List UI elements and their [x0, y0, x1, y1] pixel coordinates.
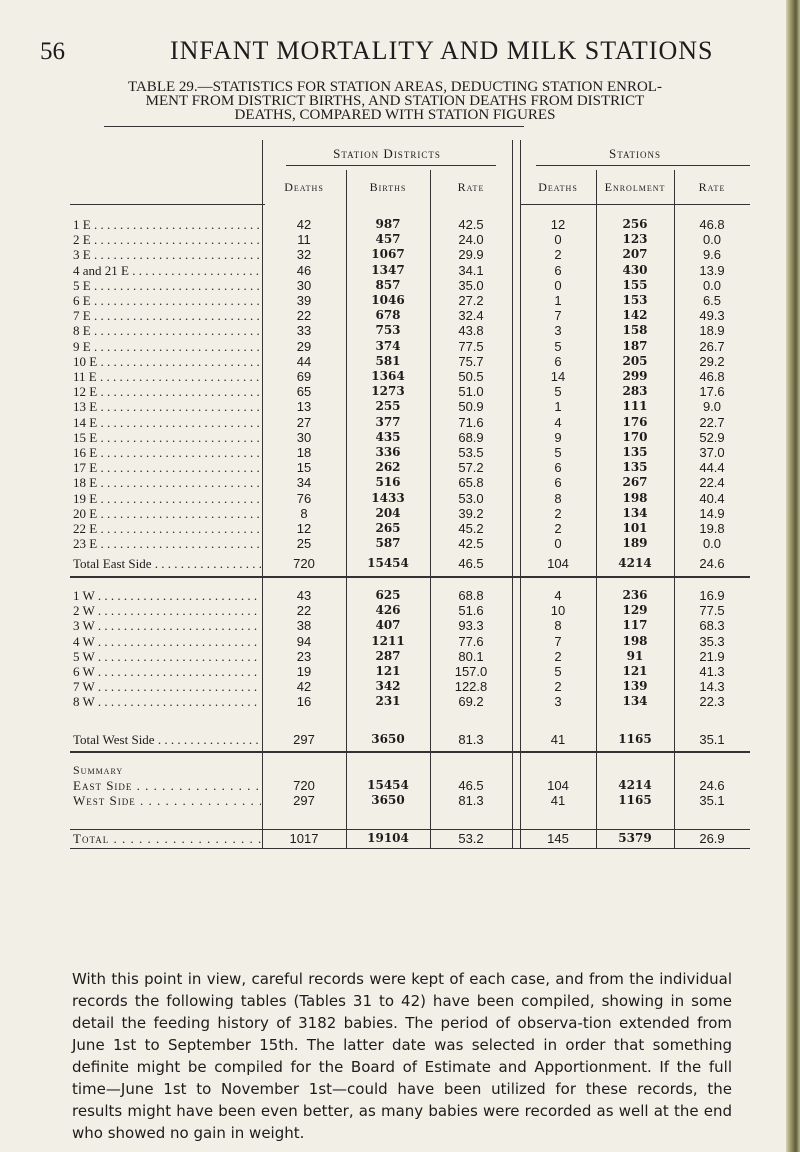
cell-district-births: 336 — [375, 445, 401, 459]
cell-station-enrolment: 153 — [622, 293, 648, 307]
cell-district-births: 287 — [375, 648, 401, 663]
cell-district-deaths: 23 — [296, 648, 312, 664]
cell-district-rate: 50.5 — [458, 369, 484, 384]
cell-station-deaths: 4 — [554, 588, 562, 603]
cell-station-rate: 29.2 — [699, 353, 725, 369]
cell-district-rate: 68.9 — [458, 429, 484, 445]
cell-station-rate: 16.9 — [699, 588, 725, 603]
cell-station-rate: 14.9 — [699, 505, 725, 521]
rule-before-total — [70, 829, 750, 830]
east-row-label: 7 E . . . — [73, 308, 261, 323]
cell-station-enrolment: 430 — [622, 262, 648, 277]
cell-station-deaths: 2 — [554, 679, 562, 695]
page-number: 56 — [40, 38, 65, 65]
cell-station-deaths: 41 — [550, 793, 566, 809]
cell-district-rate: 53.2 — [458, 831, 484, 846]
cell-station-rate: 13.9 — [699, 262, 725, 278]
cell-station-rate: 22.4 — [699, 475, 725, 491]
west-row-label: 4 W . . . — [73, 634, 261, 649]
cell-station-deaths: 6 — [554, 262, 562, 278]
cell-district-deaths: 297 — [293, 732, 315, 747]
cell-district-rate: 65.8 — [458, 475, 484, 491]
cell-station-enrolment: 111 — [622, 399, 648, 414]
cell-district-rate: 53.5 — [458, 445, 484, 460]
cell-district-births: 678 — [375, 308, 401, 323]
cell-station-enrolment: 135 — [622, 445, 648, 459]
cell-district-births: 435 — [375, 429, 401, 444]
caption-line-2: MENT FROM DISTRICT BIRTHS, AND STATION DEATHS FROM DISTRICT — [145, 93, 645, 109]
cell-station-enrolment: 123 — [622, 232, 648, 247]
cell-station-rate: 68.3 — [699, 618, 725, 634]
cell-district-deaths: 42 — [296, 679, 312, 695]
col-header-station-deaths: Deaths — [538, 180, 578, 194]
cell-station-deaths: 0 — [554, 277, 562, 293]
cell-district-rate: 43.8 — [458, 323, 484, 339]
cell-district-deaths: 25 — [296, 536, 312, 552]
cell-station-rate: 35.3 — [699, 633, 725, 649]
cell-station-deaths: 2 — [554, 521, 562, 536]
cell-district-deaths: 30 — [296, 429, 312, 445]
cell-station-deaths: 12 — [550, 217, 566, 232]
cell-station-enrolment: 129 — [622, 603, 648, 618]
cell-district-rate: 29.9 — [458, 247, 484, 263]
cell-station-enrolment: 267 — [622, 475, 648, 490]
east-row-label: 11 E . . . — [73, 369, 261, 384]
running-head: INFANT MORTALITY AND MILK STATIONS — [170, 36, 714, 65]
cell-station-rate: 26.9 — [699, 831, 725, 846]
cell-district-deaths: 11 — [297, 232, 311, 248]
cell-district-births: 516 — [375, 475, 401, 490]
cell-district-deaths: 15 — [296, 460, 312, 476]
cell-station-enrolment: 134 — [622, 694, 648, 709]
cell-station-deaths: 3 — [554, 323, 562, 339]
grand-total-row-label: Total . . . — [73, 831, 261, 846]
east-row-label: 14 E . . . — [73, 415, 261, 430]
cell-district-rate: 51.0 — [458, 384, 484, 400]
cell-station-enrolment: 198 — [622, 490, 648, 505]
cell-station-enrolment: 155 — [622, 277, 648, 292]
east-row-label: 3 E . . . — [73, 247, 261, 262]
cell-district-deaths: 32 — [296, 247, 312, 263]
cell-district-births: 15454 — [367, 778, 409, 792]
cell-district-rate: 50.9 — [458, 399, 484, 415]
east-row-label: 12 E . . . — [73, 384, 261, 399]
caption-rule — [104, 126, 524, 127]
cell-station-enrolment: 189 — [622, 536, 648, 551]
cell-district-births: 3650 — [371, 793, 405, 808]
cell-station-rate: 9.6 — [702, 247, 722, 263]
cell-station-rate: 0.0 — [702, 536, 722, 552]
cell-station-deaths: 7 — [554, 308, 562, 324]
cell-station-deaths: 2 — [554, 247, 562, 263]
east-row-label: 23 E . . . — [73, 536, 261, 551]
east-total-row-label: Total East Side . . . — [73, 556, 261, 571]
cell-station-deaths: 104 — [547, 778, 569, 793]
header-stations: Stations — [608, 146, 661, 161]
cell-district-deaths: 16 — [296, 694, 312, 710]
west-row-label: 3 W . . . — [73, 618, 261, 633]
cell-station-enrolment: 236 — [622, 588, 648, 602]
rule-after-east-total — [70, 576, 750, 578]
cell-station-rate: 24.6 — [699, 778, 725, 793]
cell-station-deaths: 5 — [554, 338, 562, 354]
cell-district-births: 374 — [375, 338, 401, 353]
body-paragraph: With this point in view, careful records were kept of each case, and from the individual records the following tables (Tables 31 to 42) have been compiled, showing in some detail the feeding history of 3182 babies. The period of observa-tion extended from June 1st to September 15th. The latter date was selected in order that something definite might be compiled for the Board of Estimate and Apportionment. If the full time—June 1st to November 1st—could have been utilized for these records, the results might have been even better, as many babies were recorded as well at the end who showed no gain in weight. — [72, 970, 732, 1142]
cell-station-rate: 17.6 — [699, 384, 725, 400]
cell-station-enrolment: 187 — [622, 338, 648, 353]
cell-district-deaths: 22 — [296, 603, 312, 619]
west-row-label: 5 W . . . — [73, 649, 261, 664]
cell-district-deaths: 297 — [293, 793, 315, 809]
cell-station-rate: 0.0 — [702, 277, 722, 293]
cell-station-enrolment: 170 — [622, 429, 648, 444]
east-row-label: 6 E . . . — [73, 293, 261, 308]
east-row-label: 9 E . . . — [73, 339, 261, 354]
cell-district-rate: 46.5 — [458, 778, 484, 793]
cell-station-rate: 9.0 — [702, 399, 722, 415]
west-row-label: 7 W . . . — [73, 679, 261, 694]
cell-station-enrolment: 5379 — [618, 831, 652, 845]
page-edge-shadow — [786, 0, 800, 1152]
cell-district-deaths: 1017 — [289, 831, 319, 846]
table-caption — [55, 80, 735, 122]
cell-district-rate: 45.2 — [458, 521, 484, 536]
cell-district-rate: 68.8 — [458, 588, 484, 603]
cell-district-rate: 93.3 — [458, 618, 484, 634]
cell-district-births: 231 — [375, 694, 401, 709]
cell-station-rate: 18.9 — [699, 323, 725, 339]
cell-district-deaths: 65 — [296, 384, 312, 400]
cell-station-rate: 24.6 — [699, 556, 725, 571]
group-rule-districts — [286, 165, 496, 166]
cell-station-deaths: 5 — [554, 664, 562, 679]
cell-station-deaths: 5 — [554, 384, 562, 400]
cell-station-enrolment: 1165 — [618, 732, 652, 746]
cell-station-enrolment: 139 — [622, 679, 648, 694]
rule-after-west-total — [70, 751, 750, 753]
cell-district-rate: 27.2 — [458, 293, 484, 308]
cell-station-rate: 49.3 — [699, 308, 725, 324]
summary-heading: Summary — [73, 763, 124, 777]
cell-district-births: 15454 — [367, 556, 409, 570]
cell-district-rate: 24.0 — [458, 232, 484, 248]
cell-district-rate: 46.5 — [458, 556, 484, 571]
col-header-district-deaths: Deaths — [284, 180, 324, 194]
cell-station-enrolment: 198 — [622, 633, 648, 648]
cell-station-enrolment: 207 — [622, 247, 648, 262]
cell-district-deaths: 22 — [296, 308, 312, 324]
cell-district-births: 377 — [375, 414, 401, 429]
east-row-label: 17 E . . . — [73, 460, 261, 475]
west-total-row-label: Total West Side . . . — [73, 732, 261, 747]
cell-district-rate: 81.3 — [458, 732, 484, 747]
cell-station-deaths: 9 — [554, 429, 562, 445]
cell-station-enrolment: 176 — [622, 414, 648, 429]
west-row-label: 6 W . . . — [73, 664, 261, 679]
cell-district-deaths: 42 — [296, 217, 312, 232]
cell-district-births: 204 — [375, 505, 401, 520]
cell-district-rate: 51.6 — [458, 603, 484, 619]
cell-station-deaths: 14 — [550, 369, 566, 384]
cell-district-births: 753 — [375, 323, 401, 338]
cell-station-deaths: 6 — [554, 353, 562, 369]
cell-district-rate: 32.4 — [458, 308, 484, 324]
group-rule-stations — [536, 165, 750, 166]
cell-station-deaths: 2 — [554, 648, 562, 664]
rule-bottom — [70, 848, 750, 849]
cell-station-deaths: 8 — [554, 490, 562, 506]
header-rule-right — [520, 204, 750, 205]
cell-station-rate: 44.4 — [699, 460, 725, 476]
east-row-label: 8 E . . . — [73, 323, 261, 338]
east-row-label: 1 E . . . — [73, 217, 261, 232]
cell-district-births: 19104 — [367, 831, 409, 845]
cell-station-enrolment: 4214 — [618, 556, 652, 570]
cell-station-deaths: 5 — [554, 445, 562, 460]
cell-district-births: 121 — [375, 664, 401, 678]
cell-station-rate: 0.0 — [702, 232, 722, 248]
cell-station-enrolment: 158 — [622, 323, 648, 338]
cell-station-deaths: 104 — [547, 556, 569, 571]
col-header-station-rate: Rate — [698, 180, 726, 194]
east-row-label: 19 E . . . — [73, 491, 261, 506]
cell-district-deaths: 46 — [296, 262, 312, 278]
cell-station-rate: 46.8 — [699, 217, 725, 232]
cell-district-deaths: 38 — [296, 618, 312, 634]
cell-district-births: 1364 — [371, 369, 405, 383]
cell-district-rate: 53.0 — [458, 490, 484, 506]
caption-line-1: TABLE 29.—STATISTICS FOR STATION AREAS, DEDUCTING STATION ENROL- — [128, 79, 662, 95]
cell-station-rate: 46.8 — [699, 369, 725, 384]
cell-district-deaths: 8 — [300, 505, 308, 521]
cell-district-deaths: 33 — [296, 323, 312, 339]
cell-station-enrolment: 117 — [622, 618, 648, 633]
col-header-station-enrolment: Enrolment — [604, 180, 666, 194]
cell-station-enrolment: 101 — [622, 521, 648, 535]
summary-row-label: East Side . . . — [73, 778, 261, 793]
cell-district-rate: 57.2 — [458, 460, 484, 476]
cell-district-deaths: 13 — [296, 399, 312, 415]
east-row-label: 16 E . . . — [73, 445, 261, 460]
cell-district-deaths: 30 — [296, 277, 312, 293]
cell-district-rate: 42.5 — [458, 536, 484, 552]
cell-station-rate: 22.7 — [699, 414, 725, 430]
cell-station-deaths: 0 — [554, 536, 562, 552]
cell-station-enrolment: 205 — [622, 353, 648, 368]
cell-station-deaths: 3 — [554, 694, 562, 710]
cell-district-births: 1046 — [371, 293, 405, 307]
cell-station-rate: 19.8 — [699, 521, 725, 536]
cell-district-rate: 77.5 — [458, 338, 484, 354]
cell-station-deaths: 7 — [554, 633, 562, 649]
cell-district-deaths: 12 — [296, 521, 312, 536]
cell-station-enrolment: 142 — [622, 308, 648, 323]
cell-district-rate: 157.0 — [454, 664, 488, 679]
cell-district-births: 625 — [375, 588, 401, 602]
cell-station-rate: 22.3 — [699, 694, 725, 710]
cell-station-rate: 14.3 — [699, 679, 725, 695]
cell-district-births: 255 — [375, 399, 401, 414]
cell-district-births: 987 — [375, 217, 401, 231]
cell-district-rate: 122.8 — [454, 679, 488, 695]
west-row-label: 2 W . . . — [73, 603, 261, 618]
west-row-label: 1 W . . . — [73, 588, 261, 603]
cell-station-enrolment: 135 — [622, 460, 648, 475]
cell-district-deaths: 29 — [296, 338, 312, 354]
col-header-district-births: Births — [369, 180, 407, 194]
cell-district-births: 857 — [375, 277, 401, 292]
cell-district-births: 581 — [375, 353, 401, 368]
cell-station-deaths: 10 — [550, 603, 566, 619]
cell-station-rate: 21.9 — [699, 648, 725, 664]
cell-district-rate: 69.2 — [458, 694, 484, 710]
summary-row-label: West Side . . . — [73, 793, 261, 808]
cell-station-rate: 40.4 — [699, 490, 725, 506]
cell-district-births: 1211 — [371, 633, 405, 648]
cell-district-deaths: 69 — [296, 369, 312, 384]
cell-station-enrolment: 91 — [626, 648, 644, 663]
cell-station-rate: 37.0 — [699, 445, 725, 460]
cell-station-deaths: 8 — [554, 618, 562, 634]
cell-district-rate: 75.7 — [458, 353, 484, 369]
east-row-label: 22 E . . . — [73, 521, 261, 536]
cell-district-rate: 35.0 — [458, 277, 484, 293]
cell-district-births: 426 — [375, 603, 401, 618]
cell-district-births: 1273 — [371, 384, 405, 399]
cell-district-births: 1067 — [371, 247, 405, 262]
east-row-label: 4 and 21 E . . . — [73, 263, 261, 278]
east-row-label: 5 E . . . — [73, 278, 261, 293]
cell-station-deaths: 1 — [554, 399, 562, 415]
cell-district-births: 265 — [375, 521, 401, 535]
cell-station-deaths: 6 — [554, 475, 562, 491]
cell-station-rate: 6.5 — [702, 293, 722, 308]
cell-station-enrolment: 1165 — [618, 793, 652, 808]
cell-district-deaths: 720 — [293, 556, 315, 571]
cell-station-enrolment: 134 — [622, 505, 648, 520]
east-row-label: 2 E . . . — [73, 232, 261, 247]
east-row-label: 18 E . . . — [73, 475, 261, 490]
cell-station-rate: 41.3 — [699, 664, 725, 679]
cell-district-births: 1433 — [371, 490, 405, 505]
cell-station-enrolment: 4214 — [618, 778, 652, 792]
cell-station-rate: 35.1 — [699, 793, 725, 809]
cell-district-births: 1347 — [371, 262, 405, 277]
cell-district-births: 587 — [375, 536, 401, 551]
cell-station-enrolment: 283 — [622, 384, 648, 399]
cell-district-births: 262 — [375, 460, 401, 475]
cell-district-births: 342 — [375, 679, 401, 694]
cell-station-deaths: 1 — [554, 293, 562, 308]
cell-district-deaths: 44 — [296, 353, 312, 369]
cell-district-rate: 71.6 — [458, 414, 484, 430]
cell-district-births: 457 — [375, 232, 401, 247]
cell-district-births: 3650 — [371, 732, 405, 746]
cell-station-enrolment: 256 — [622, 217, 648, 231]
cell-district-deaths: 19 — [296, 664, 312, 679]
cell-station-deaths: 145 — [547, 831, 569, 846]
cell-district-rate: 42.5 — [458, 217, 484, 232]
vrule-4 — [512, 140, 513, 848]
cell-district-deaths: 18 — [296, 445, 312, 460]
cell-district-rate: 80.1 — [458, 648, 484, 664]
cell-station-rate: 52.9 — [699, 429, 725, 445]
east-row-label: 10 E . . . — [73, 354, 261, 369]
cell-station-deaths: 6 — [554, 460, 562, 476]
east-row-label: 15 E . . . — [73, 430, 261, 445]
col-header-district-rate: Rate — [457, 180, 485, 194]
east-row-label: 20 E . . . — [73, 506, 261, 521]
cell-district-deaths: 43 — [296, 588, 312, 603]
cell-station-deaths: 2 — [554, 505, 562, 521]
header-station-districts: Station Districts — [333, 146, 441, 161]
cell-district-deaths: 39 — [296, 293, 312, 308]
west-row-label: 8 W . . . — [73, 694, 261, 709]
cell-district-deaths: 720 — [293, 778, 315, 793]
cell-district-rate: 81.3 — [458, 793, 484, 809]
cell-station-rate: 35.1 — [699, 732, 725, 747]
east-row-label: 13 E . . . — [73, 399, 261, 414]
cell-district-rate: 39.2 — [458, 505, 484, 521]
cell-district-deaths: 76 — [296, 490, 312, 506]
cell-district-deaths: 27 — [296, 414, 312, 430]
header-rule-left — [70, 204, 265, 205]
cell-district-rate: 34.1 — [458, 262, 484, 278]
cell-station-rate: 77.5 — [699, 603, 725, 619]
cell-station-deaths: 41 — [550, 732, 566, 747]
cell-district-deaths: 94 — [296, 633, 312, 649]
cell-district-births: 407 — [375, 618, 401, 633]
cell-station-rate: 26.7 — [699, 338, 725, 354]
cell-station-enrolment: 121 — [622, 664, 648, 678]
cell-station-deaths: 4 — [554, 414, 562, 430]
cell-district-rate: 77.6 — [458, 633, 484, 649]
cell-district-deaths: 34 — [296, 475, 312, 491]
caption-line-3: DEATHS, COMPARED WITH STATION FIGURES — [234, 107, 556, 123]
cell-station-enrolment: 299 — [622, 369, 648, 383]
cell-station-deaths: 0 — [554, 232, 562, 248]
